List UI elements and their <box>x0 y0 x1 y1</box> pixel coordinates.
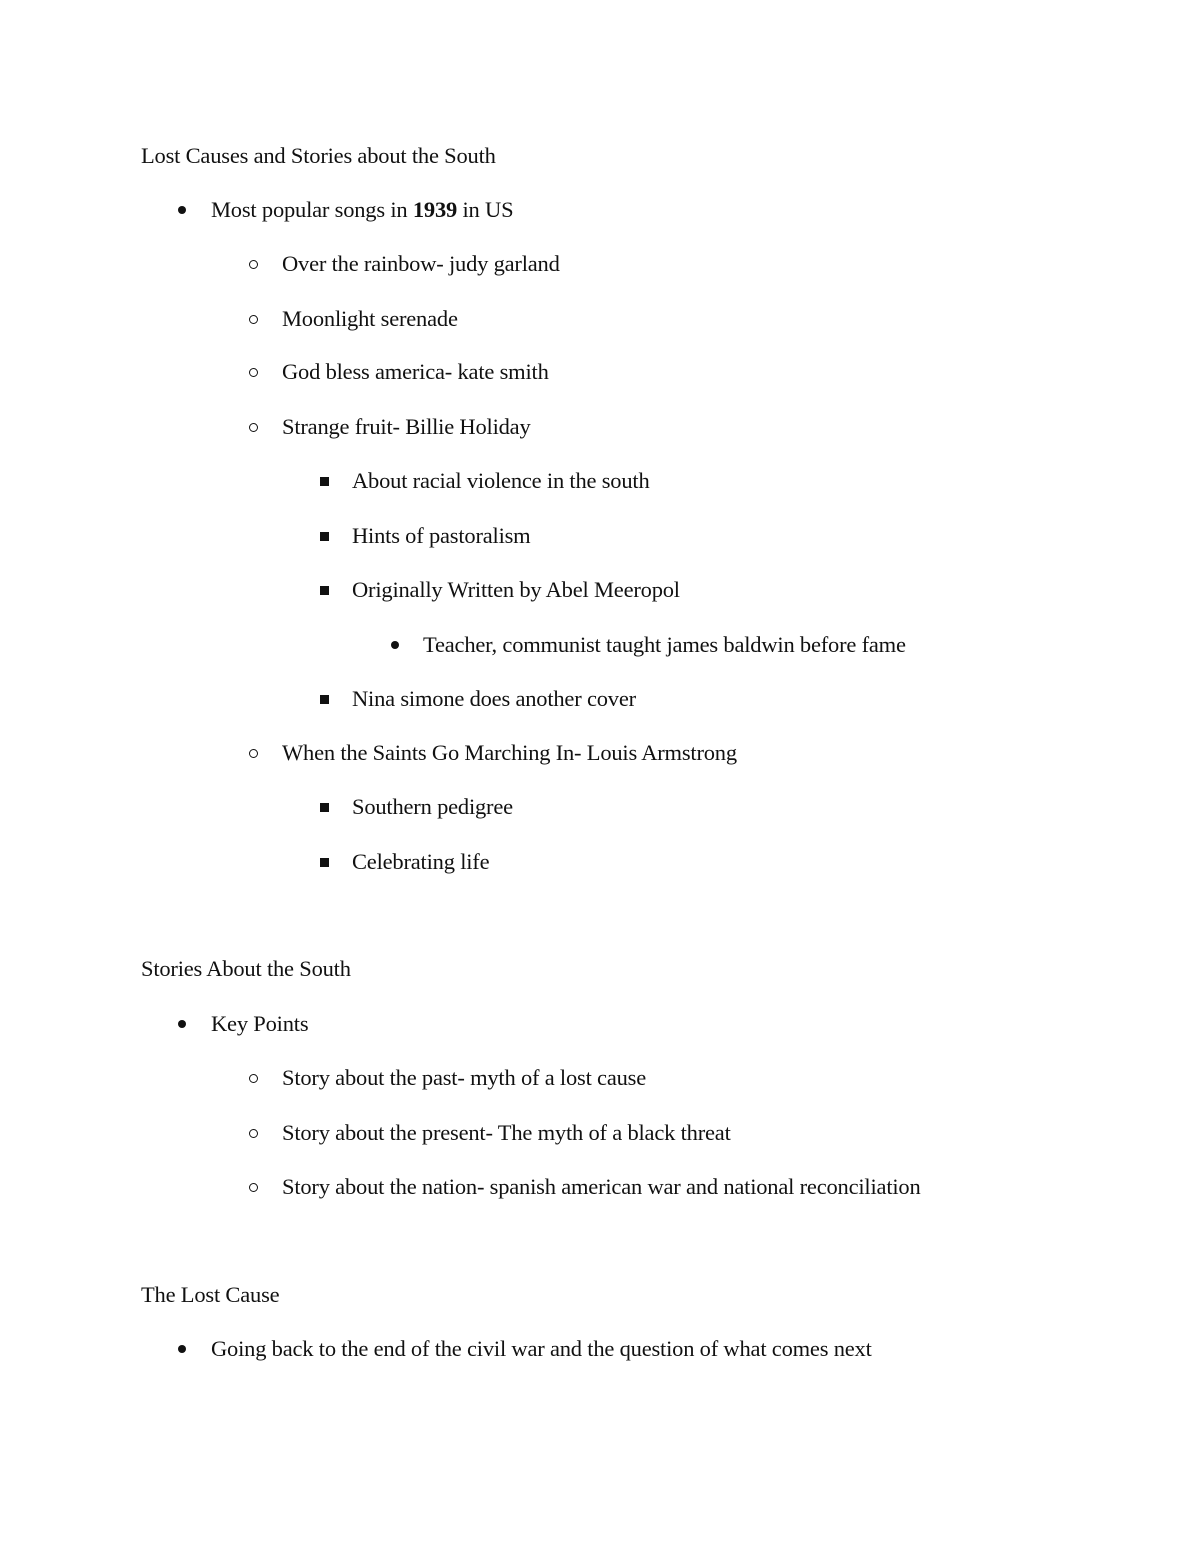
list-item-note <box>352 576 680 604</box>
list-item-civil-war <box>211 1335 872 1363</box>
list-item-text: Celebrating life <box>352 849 490 874</box>
list-item-point <box>282 1064 646 1092</box>
list-item-text: Originally Written by Abel Meeropol <box>352 577 680 602</box>
section-heading-lost-causes: Lost Causes and Stories about the South <box>141 143 496 168</box>
list-item-text: When the Saints Go Marching In- Louis Armstrong <box>282 740 737 765</box>
square-bullet-icon <box>320 586 329 595</box>
circle-bullet-icon <box>249 260 258 269</box>
list-item-song <box>282 739 737 767</box>
list-item-text: Strange fruit- Billie Holiday <box>282 414 531 439</box>
list-item-text: Going back to the end of the civil war and the question of what comes next <box>211 1336 872 1361</box>
circle-bullet-icon <box>249 1129 258 1138</box>
list-item-point <box>282 1173 921 1201</box>
list-item-text: Teacher, communist taught james baldwin before fame <box>423 632 906 657</box>
section-heading-stories-about-south: Stories About the South <box>141 956 351 981</box>
circle-bullet-icon <box>249 1074 258 1083</box>
circle-bullet-icon <box>249 749 258 758</box>
list-item-text: Over the rainbow- judy garland <box>282 251 560 276</box>
list-item-song <box>282 250 560 278</box>
disc-bullet-icon <box>178 206 186 214</box>
list-item-song <box>282 358 549 386</box>
list-item-popular-songs <box>211 196 513 224</box>
list-item-text: God bless america- kate smith <box>282 359 549 384</box>
square-bullet-icon <box>320 803 329 812</box>
section-heading-the-lost-cause: The Lost Cause <box>141 1282 280 1307</box>
list-item-text: Key Points <box>211 1011 309 1036</box>
list-item-note <box>352 848 489 876</box>
list-item-text: Moonlight serenade <box>282 306 458 331</box>
list-item-key-points <box>211 1010 308 1038</box>
list-item-point <box>282 1119 731 1147</box>
list-item-text: Story about the present- The myth of a black threat <box>282 1120 731 1145</box>
list-item-song <box>282 305 458 333</box>
square-bullet-icon <box>320 695 329 704</box>
list-item-note <box>352 685 636 713</box>
disc-bullet-icon <box>178 1020 186 1028</box>
year-text: 1939 <box>412 197 458 222</box>
disc-bullet-icon <box>178 1345 186 1353</box>
square-bullet-icon <box>320 532 329 541</box>
circle-bullet-icon <box>249 423 258 432</box>
circle-bullet-icon <box>249 315 258 324</box>
disc-bullet-icon <box>391 641 399 649</box>
list-item-text: About racial violence in the south <box>352 468 650 493</box>
list-item-text: Most popular songs in <box>211 197 413 222</box>
circle-bullet-icon <box>249 368 258 377</box>
list-item-text: Southern pedigree <box>352 794 513 819</box>
circle-bullet-icon <box>249 1183 258 1192</box>
list-item-note <box>352 467 650 495</box>
square-bullet-icon <box>320 477 329 486</box>
list-item-song <box>282 413 531 441</box>
list-item-text: Nina simone does another cover <box>352 686 636 711</box>
square-bullet-icon <box>320 858 329 867</box>
list-item-subnote <box>423 631 906 659</box>
list-item-note <box>352 522 530 550</box>
list-item-note <box>352 793 513 821</box>
list-item-text: Hints of pastoralism <box>352 523 531 548</box>
list-item-text: Story about the nation- spanish american war and national reconciliation <box>282 1174 921 1199</box>
list-item-text: Story about the past- myth of a lost cause <box>282 1065 647 1090</box>
list-item-text: in US <box>457 197 514 222</box>
